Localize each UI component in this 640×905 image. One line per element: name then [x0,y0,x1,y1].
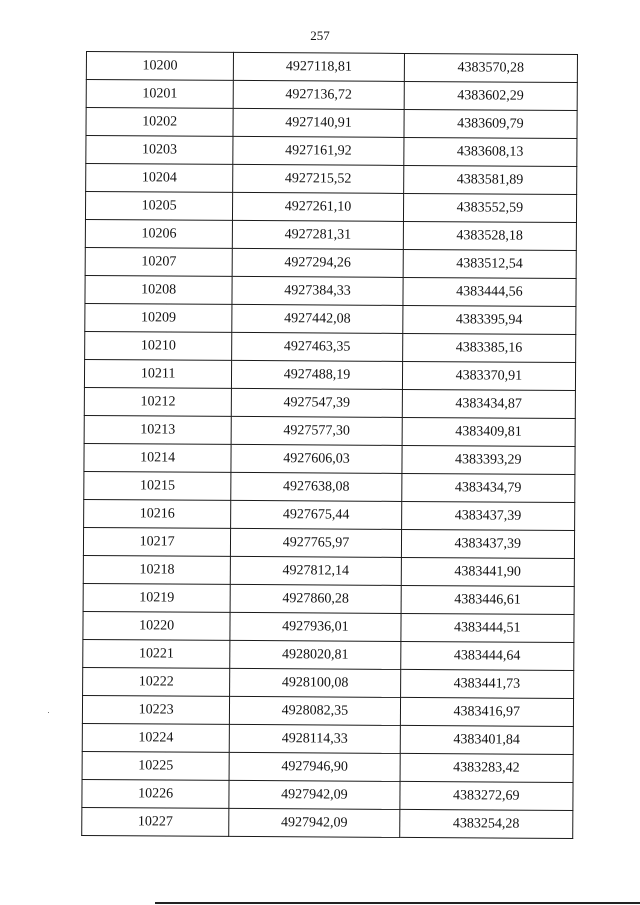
x-coordinate-cell: 4927638,08 [231,472,402,501]
y-coordinate-cell: 4383434,79 [401,473,575,502]
y-coordinate-cell: 4383441,73 [400,669,574,698]
coordinates-table [81,51,578,839]
x-coordinate-cell: 4927294,26 [232,248,403,277]
y-coordinate-cell: 4383444,51 [401,613,575,642]
point-number-cell: 10218 [83,555,230,584]
x-coordinate-cell: 4927118,81 [234,52,405,81]
table-row [84,415,575,446]
table-row [82,695,573,726]
table-row [86,164,577,195]
table-row [83,639,574,670]
y-coordinate-cell: 4383581,89 [403,165,577,194]
y-coordinate-cell: 4383283,42 [400,753,574,782]
point-number-cell: 10202 [86,108,233,137]
y-coordinate-cell: 4383512,54 [403,249,577,278]
x-coordinate-cell: 4927606,03 [231,444,402,473]
x-coordinate-cell: 4927488,19 [232,360,403,389]
y-coordinate-cell: 4383416,97 [400,697,574,726]
y-coordinate-cell: 4383395,94 [402,305,576,334]
page-number: 257 [310,28,330,43]
y-coordinate-cell: 4383552,59 [403,193,577,222]
point-number-cell: 10201 [86,80,233,109]
table-row [86,108,577,139]
y-coordinate-cell: 4383570,28 [404,53,578,82]
point-number-cell: 10211 [84,359,231,388]
table-row [86,52,577,83]
table-row [85,303,576,334]
table-row [82,723,573,754]
table-row [83,667,574,698]
table-row [85,275,576,306]
table-row [86,80,577,111]
point-number-cell: 10209 [85,303,232,332]
table-row [86,136,577,167]
table-row [82,779,573,810]
x-coordinate-cell: 4927577,30 [231,416,402,445]
point-number-cell: 10216 [84,499,231,528]
y-coordinate-cell: 4383385,16 [402,333,576,362]
y-coordinate-cell: 4383444,64 [400,641,574,670]
x-coordinate-cell: 4928082,35 [230,696,401,725]
point-number-cell: 10210 [85,331,232,360]
point-number-cell: 10204 [86,164,233,193]
point-number-cell: 10226 [82,779,229,808]
point-number-cell: 10225 [82,751,229,780]
y-coordinate-cell: 4383370,91 [402,361,576,390]
table-row [85,192,576,223]
point-number-cell: 10224 [82,723,229,752]
scan-speck [48,712,49,713]
y-coordinate-cell: 4383437,39 [401,529,575,558]
x-coordinate-cell: 4927765,97 [231,528,402,557]
point-number-cell: 10207 [85,247,232,276]
point-number-cell: 10214 [84,443,231,472]
x-coordinate-cell: 4927946,90 [229,752,400,781]
point-number-cell: 10220 [83,611,230,640]
point-number-cell: 10212 [84,387,231,416]
y-coordinate-cell: 4383446,61 [401,585,575,614]
x-coordinate-cell: 4928114,33 [230,724,401,753]
point-number-cell: 10203 [86,136,233,165]
table-row [83,611,574,642]
x-coordinate-cell: 4927860,28 [230,584,401,613]
x-coordinate-cell: 4927463,35 [232,332,403,361]
point-number-cell: 10227 [82,807,229,836]
table-row [84,443,575,474]
point-number-cell: 10219 [83,583,230,612]
table-row [84,499,575,530]
table-row [83,555,574,586]
table-row [84,387,575,418]
table-row [83,583,574,614]
y-coordinate-cell: 4383434,87 [402,389,576,418]
y-coordinate-cell: 4383437,39 [401,501,575,530]
point-number-cell: 10222 [83,667,230,696]
y-coordinate-cell: 4383254,28 [399,809,573,838]
y-coordinate-cell: 4383441,90 [401,557,575,586]
point-number-cell: 10215 [84,471,231,500]
point-number-cell: 10206 [85,219,232,248]
point-number-cell: 10223 [82,695,229,724]
x-coordinate-cell: 4927281,31 [233,220,404,249]
y-coordinate-cell: 4383393,29 [402,445,576,474]
table-row [85,219,576,250]
table-row [84,359,575,390]
x-coordinate-cell: 4927261,10 [233,192,404,221]
table-row [84,471,575,502]
point-number-cell: 10221 [83,639,230,668]
y-coordinate-cell: 4383444,56 [403,277,577,306]
x-coordinate-cell: 4927936,01 [230,612,401,641]
y-coordinate-cell: 4383528,18 [403,221,577,250]
table-row [85,247,576,278]
point-number-cell: 10200 [86,52,233,81]
table-row [82,751,573,782]
x-coordinate-cell: 4927161,92 [233,136,404,165]
x-coordinate-cell: 4927547,39 [232,388,403,417]
point-number-cell: 10208 [85,275,232,304]
scan-edge-line [155,902,640,904]
point-number-cell: 10213 [84,415,231,444]
table-row [83,527,574,558]
coordinates-table-body [82,52,578,839]
x-coordinate-cell: 4927215,52 [233,164,404,193]
x-coordinate-cell: 4927140,91 [233,108,404,137]
x-coordinate-cell: 4927675,44 [231,500,402,529]
y-coordinate-cell: 4383602,29 [404,81,578,110]
x-coordinate-cell: 4927136,72 [233,80,404,109]
x-coordinate-cell: 4927942,09 [229,780,400,809]
y-coordinate-cell: 4383608,13 [403,137,577,166]
x-coordinate-cell: 4927384,33 [232,276,403,305]
table-row [85,331,576,362]
x-coordinate-cell: 4928100,08 [230,668,401,697]
y-coordinate-cell: 4383401,84 [400,725,574,754]
x-coordinate-cell: 4927812,14 [231,556,402,585]
x-coordinate-cell: 4927942,09 [229,808,400,837]
point-number-cell: 10205 [85,192,232,221]
table-row [82,807,573,838]
y-coordinate-cell: 4383272,69 [400,781,574,810]
x-coordinate-cell: 4927442,08 [232,304,403,333]
point-number-cell: 10217 [83,527,230,556]
y-coordinate-cell: 4383409,81 [402,417,576,446]
y-coordinate-cell: 4383609,79 [404,109,578,138]
x-coordinate-cell: 4928020,81 [230,640,401,669]
